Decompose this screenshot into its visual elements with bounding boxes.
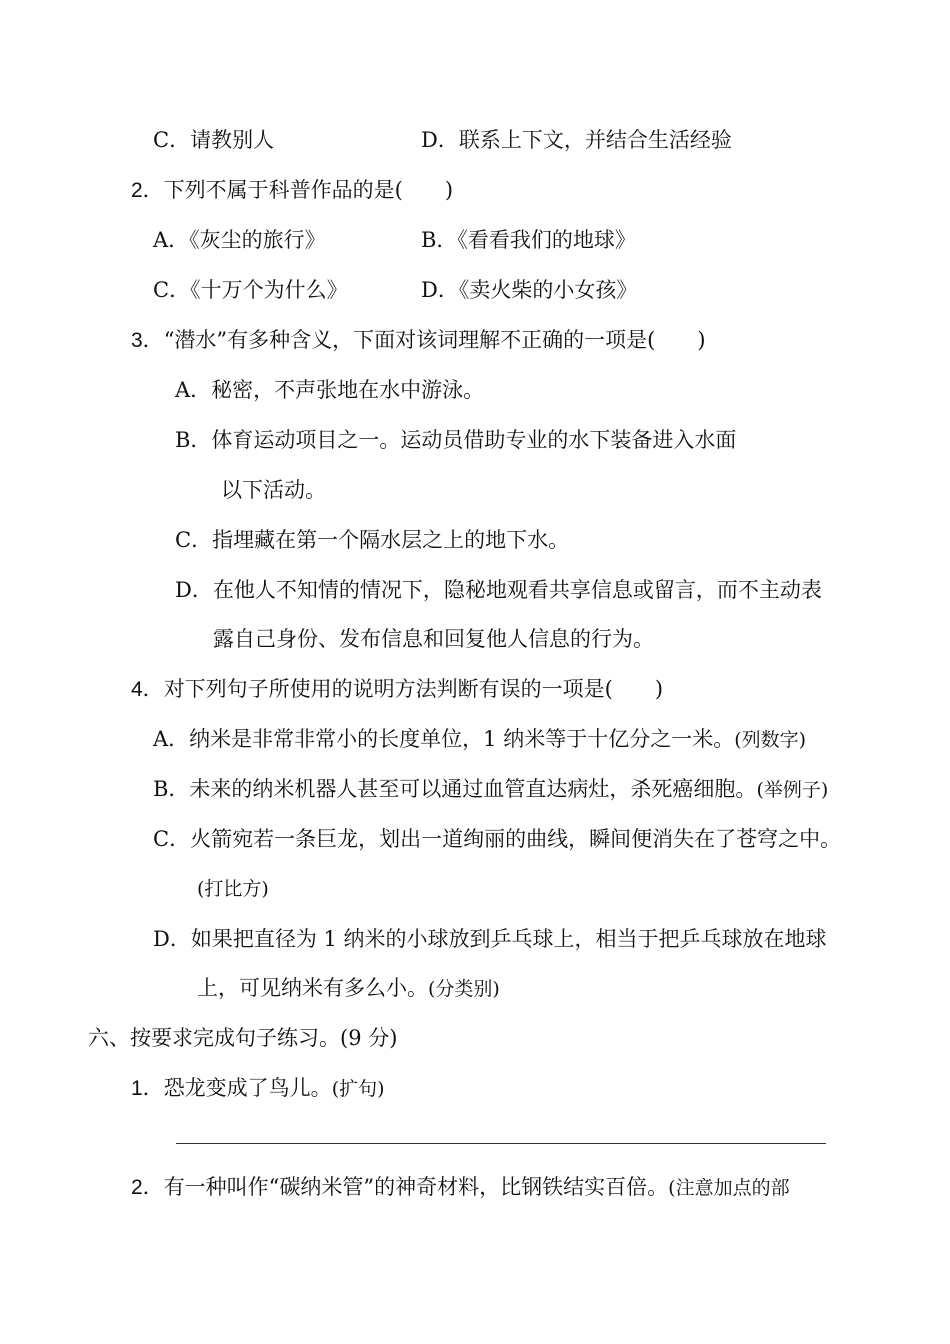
q4-option-d-continued: [197, 974, 500, 1003]
q2-option-b: B．《看看我们的地球》: [421, 228, 636, 252]
q4-option-d: D．如果把直径为 1 纳米的小球放到乒乓球上，相当于把乒乓球放在地球: [153, 927, 827, 951]
section-6-heading: [88, 1024, 397, 1052]
q4-option-c-note: (打比方): [197, 878, 269, 900]
question-note: (扩句): [331, 1078, 385, 1100]
option-note: (列数字): [734, 729, 807, 751]
question-text: 有一种叫作“碳纳米管”的神奇材料，比钢铁结实百倍。: [163, 1175, 669, 1199]
question-stem: “潜水”有多种含义，下面对该词理解不正确的一项是( ): [163, 328, 706, 352]
q2-option-d: D．《卖火柴的小女孩》: [421, 278, 638, 302]
question-3: [131, 326, 706, 355]
answer-line[interactable]: [176, 1143, 826, 1144]
q2-option-c: C．《十万个为什么》: [153, 278, 348, 302]
question-2: [131, 176, 453, 205]
question-stem: 对下列句子所使用的说明方法判断有误的一项是( ): [163, 677, 664, 701]
option-note: (举例子): [756, 779, 829, 801]
question-stem: 下列不属于科普作品的是( ): [163, 178, 454, 202]
question-number: 2．: [131, 179, 164, 202]
question-number: 3．: [131, 329, 164, 352]
option-text: A．纳米是非常非常小的长度单位，1 纳米等于十亿分之一米。: [153, 727, 735, 751]
q1-option-d: D．联系上下文，并结合生活经验: [421, 128, 732, 152]
question-number: 1．: [131, 1077, 164, 1100]
q4-option-c: C．火箭宛若一条巨龙，划出一道绚丽的曲线，瞬间便消失在了苍穹之中。: [153, 827, 842, 851]
q2-option-a: A．《灰尘的旅行》: [153, 228, 326, 252]
q3-option-c: C．指埋藏在第一个隔水层之上的地下水。: [175, 528, 570, 552]
section-score: (9 分): [340, 1026, 398, 1050]
option-note: (分类别): [428, 978, 500, 1000]
option-text: 上，可见纳米有多么小。: [197, 976, 428, 1000]
question-number: 4．: [131, 678, 164, 701]
section-6-question-1: [131, 1074, 385, 1103]
q3-option-d: D．在他人不知情的情况下，隐秘地观看共享信息或留言，而不主动表: [175, 578, 822, 602]
question-note: (注意加点的部: [668, 1177, 790, 1199]
section-title: 六、按要求完成句子练习。: [88, 1026, 340, 1050]
question-text: 恐龙变成了鸟儿。: [163, 1076, 332, 1100]
question-number: 2．: [131, 1176, 164, 1199]
section-6-question-2: [131, 1173, 790, 1202]
q1-option-c: C．请教别人: [153, 128, 275, 152]
q3-option-b-continued: 以下活动。: [221, 478, 326, 502]
q4-option-a: [153, 725, 806, 754]
option-text: B．未来的纳米机器人甚至可以通过血管直达病灶，杀死癌细胞。: [153, 777, 757, 801]
q3-option-a: A．秘密，不声张地在水中游泳。: [175, 378, 485, 402]
q3-option-d-continued: 露自己身份、发布信息和回复他人信息的行为。: [213, 627, 654, 651]
q3-option-b: B．体育运动项目之一。运动员借助专业的水下装备进入水面: [175, 428, 737, 452]
q4-option-b: [153, 775, 828, 804]
question-4: [131, 675, 663, 704]
